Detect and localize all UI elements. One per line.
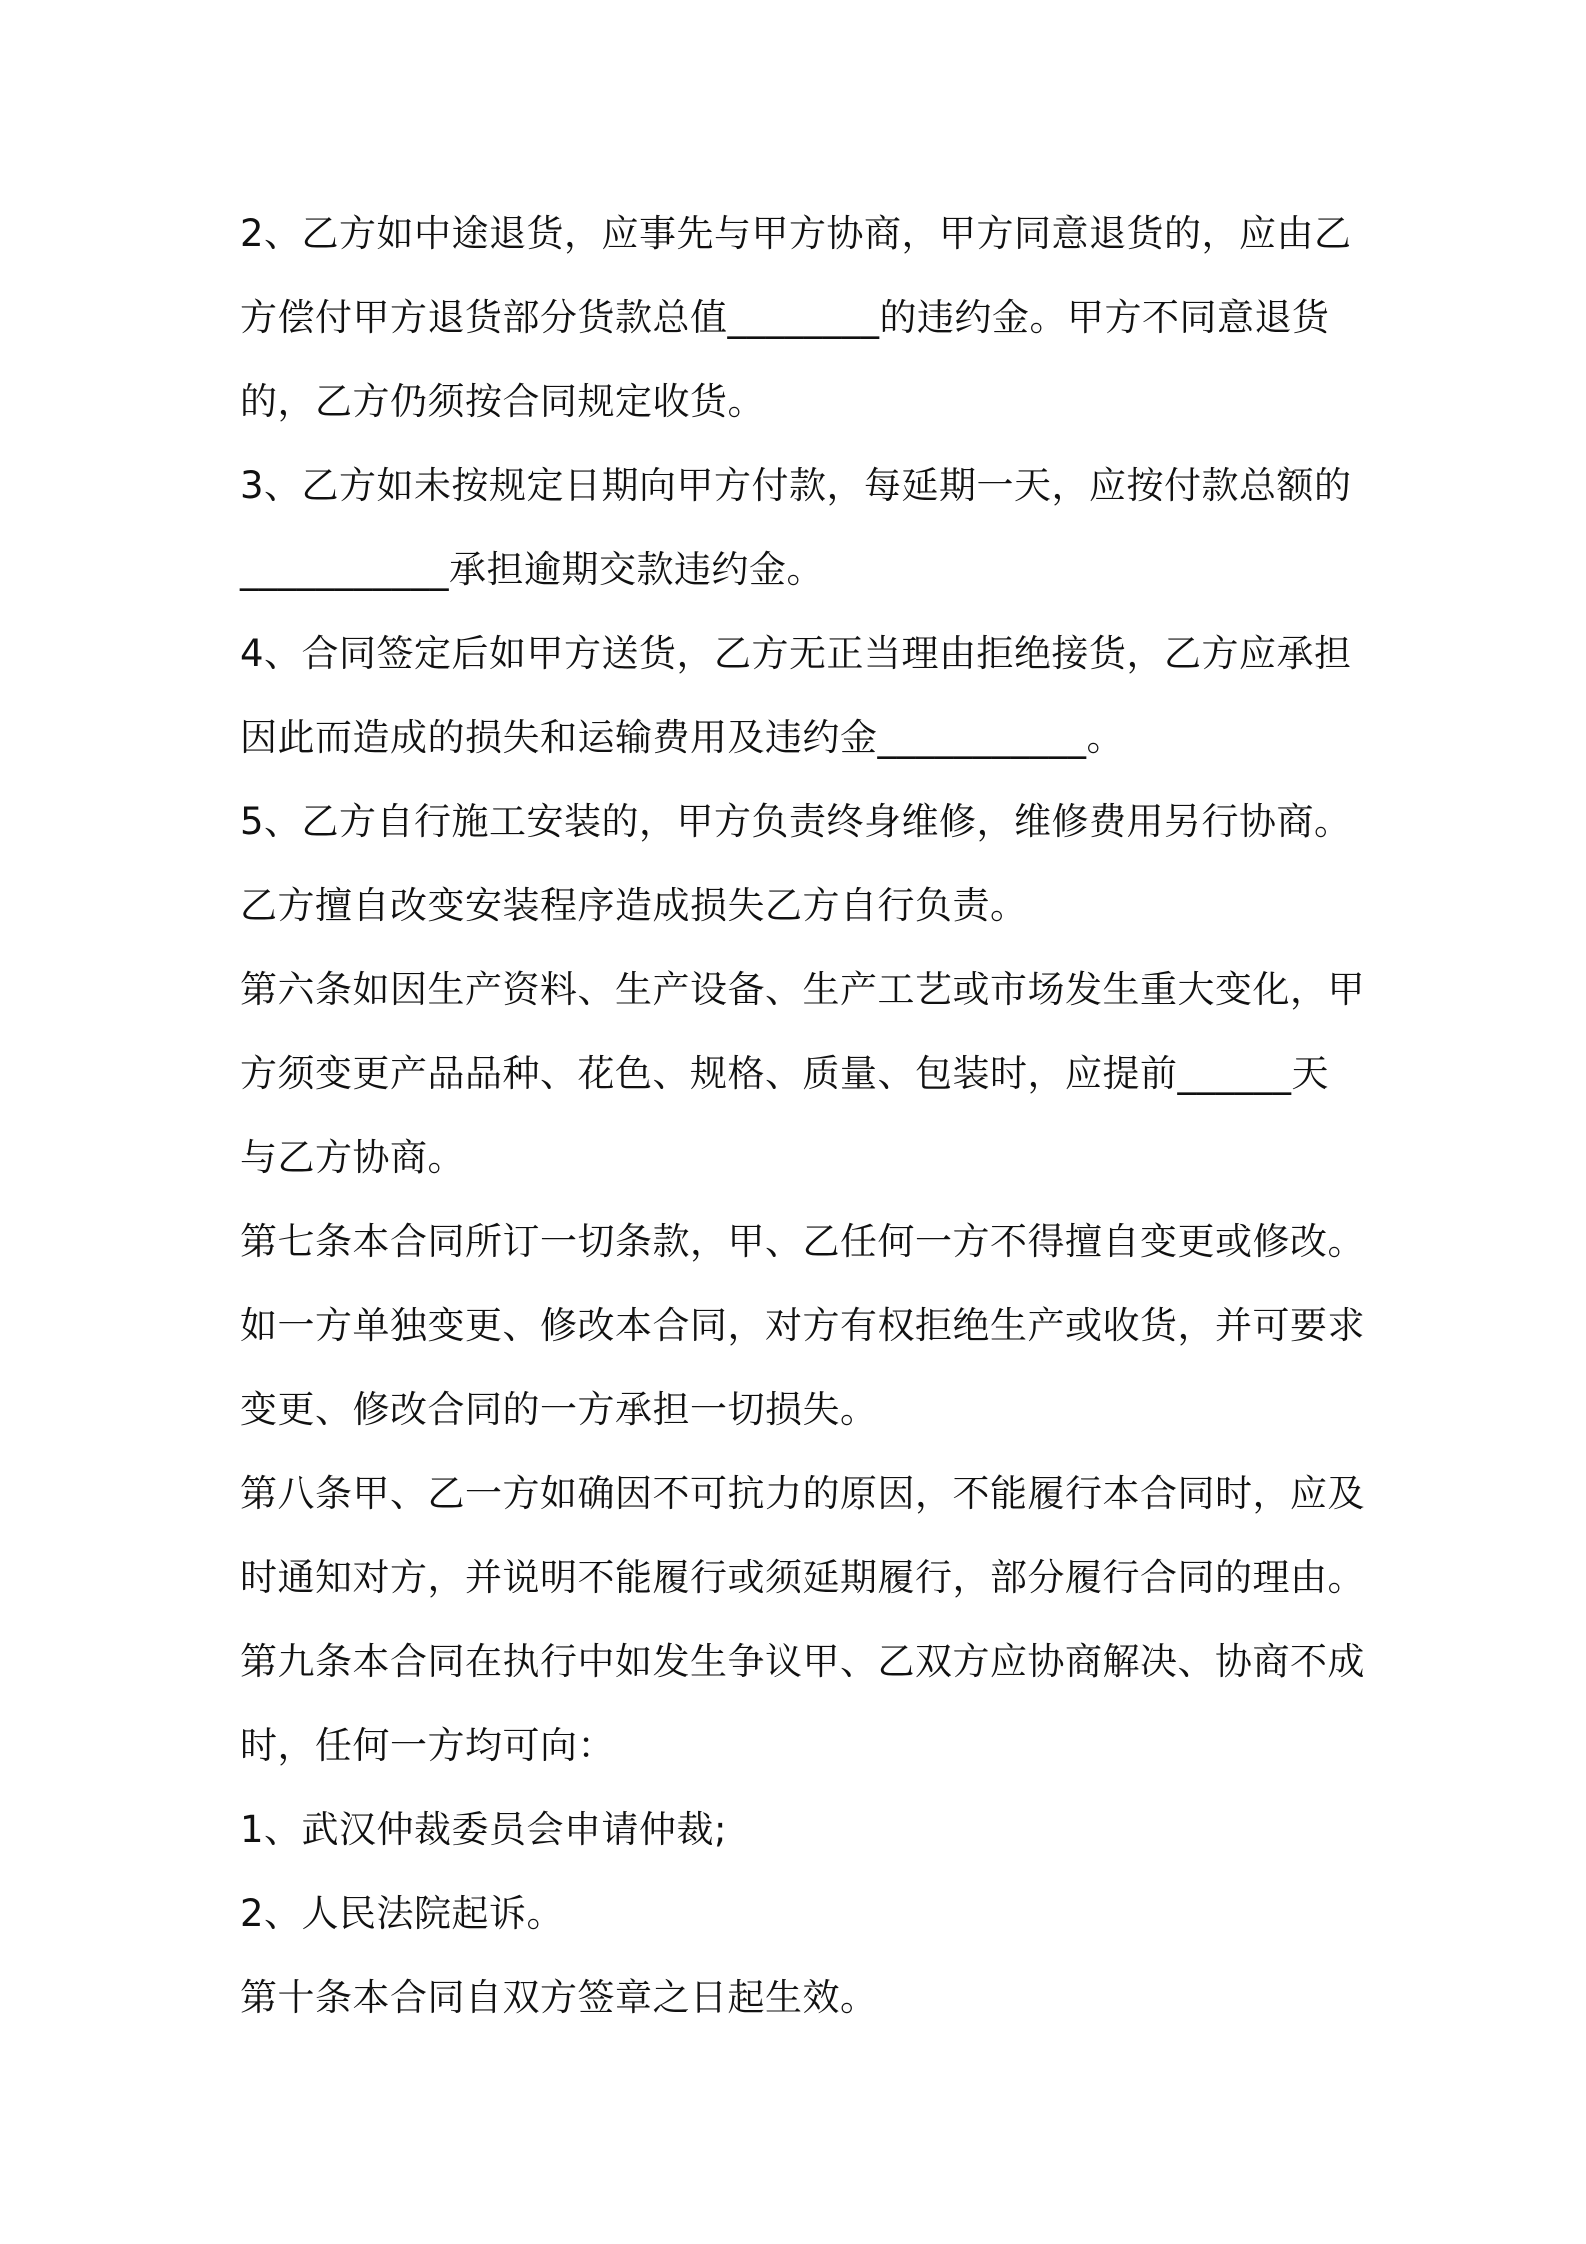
text-line: 时通知对方，并说明不能履行或须延期履行，部分履行合同的理由。 bbox=[240, 1556, 1365, 1599]
text-line: 2、人民法院起诉。 bbox=[240, 1892, 565, 1935]
text-line: ___________承担逾期交款违约金。 bbox=[240, 548, 824, 591]
text-line: 时，任何一方均可向： bbox=[240, 1724, 615, 1767]
text-line: 3、乙方如未按规定日期向甲方付款，每延期一天，应按付款总额的 bbox=[240, 464, 1352, 507]
text-line: 的，乙方仍须按合同规定收货。 bbox=[240, 380, 765, 423]
text-line: 与乙方协商。 bbox=[240, 1136, 465, 1179]
text-line: 2、乙方如中途退货，应事先与甲方协商，甲方同意退货的，应由乙 bbox=[240, 212, 1352, 255]
text-line: 5、乙方自行施工安装的，甲方负责终身维修，维修费用另行协商。 bbox=[240, 800, 1352, 843]
text-line: 第九条本合同在执行中如发生争议甲、乙双方应协商解决、协商不成 bbox=[240, 1640, 1365, 1683]
text-line: 因此而造成的损失和运输费用及违约金___________。 bbox=[240, 716, 1124, 759]
text-line: 如一方单独变更、修改本合同，对方有权拒绝生产或收货，并可要求 bbox=[240, 1304, 1365, 1347]
contract-text-body bbox=[240, 192, 1365, 2040]
text-line: 1、武汉仲裁委员会申请仲裁; bbox=[240, 1808, 728, 1851]
text-line: 变更、修改合同的一方承担一切损失。 bbox=[240, 1388, 878, 1431]
text-line: 第六条如因生产资料、生产设备、生产工艺或市场发生重大变化，甲 bbox=[240, 968, 1365, 1011]
text-line: 4、合同签定后如甲方送货，乙方无正当理由拒绝接货，乙方应承担 bbox=[240, 632, 1352, 675]
text-line: 乙方擅自改变安装程序造成损失乙方自行负责。 bbox=[240, 884, 1028, 927]
text-line: 第七条本合同所订一切条款，甲、乙任何一方不得擅自变更或修改。 bbox=[240, 1220, 1365, 1263]
text-line: 方偿付甲方退货部分货款总值________的违约金。甲方不同意退货 bbox=[240, 296, 1330, 339]
text-line: 第十条本合同自双方签章之日起生效。 bbox=[240, 1976, 878, 2019]
text-line: 第八条甲、乙一方如确因不可抗力的原因，不能履行本合同时，应及 bbox=[240, 1472, 1365, 1515]
text-line: 方须变更产品品种、花色、规格、质量、包装时，应提前______天 bbox=[240, 1052, 1329, 1095]
